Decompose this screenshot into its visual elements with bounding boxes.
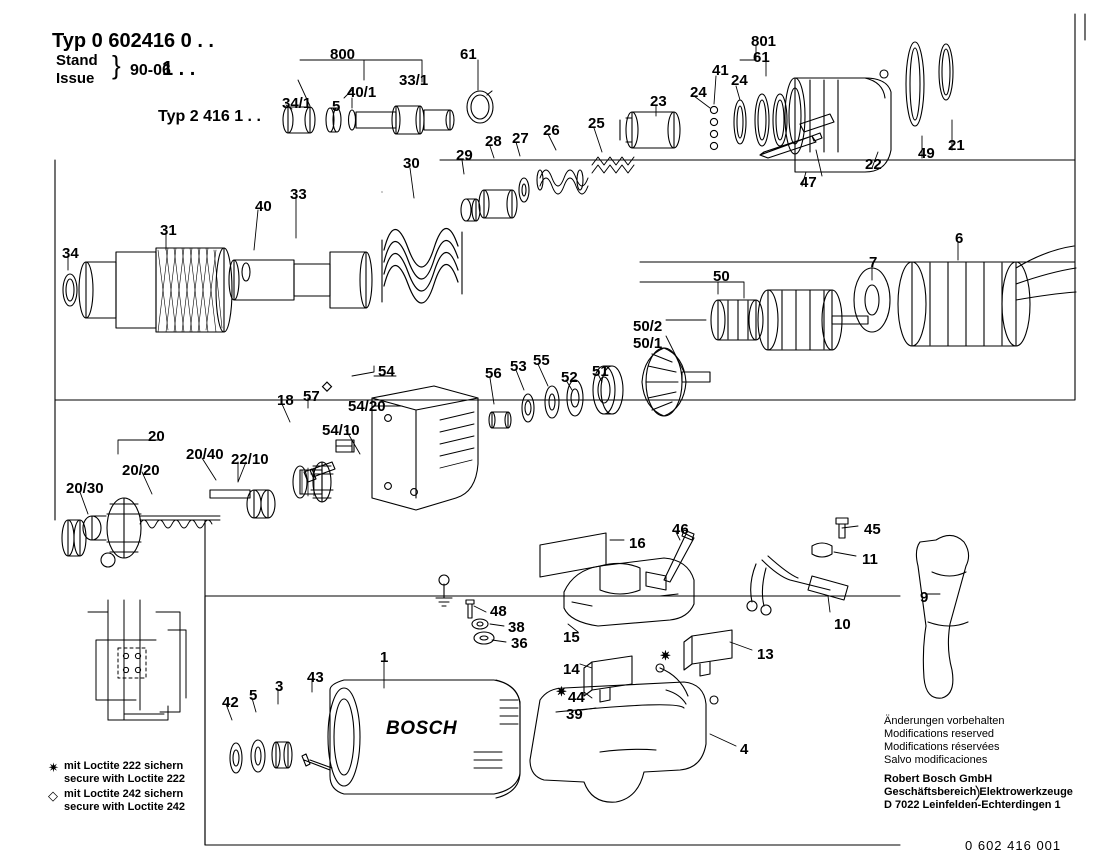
callout-50/1: 50/1 — [633, 335, 663, 352]
header-issue: Issue — [56, 70, 95, 87]
callout-801: 801 — [751, 33, 777, 50]
legend-diamond-en: secure with Loctite 242 — [64, 801, 186, 813]
callout-48: 48 — [490, 603, 507, 620]
callout-47: 47 — [800, 174, 817, 191]
callout-34/1: 34/1 — [282, 95, 312, 112]
callout-9: 9 — [920, 589, 929, 606]
callout-23: 23 — [650, 93, 667, 110]
drawing-number: 0 602 416 001 — [965, 838, 1062, 853]
callout-61: 61 — [460, 46, 477, 63]
callout-33: 33 — [290, 186, 307, 203]
callout-5: 5 — [249, 687, 258, 704]
callout-10: 10 — [834, 616, 851, 633]
callout-16: 16 — [629, 535, 646, 552]
callout-43: 43 — [307, 669, 324, 686]
callout-7: 7 — [869, 254, 878, 271]
callout-29: 29 — [456, 147, 473, 164]
callout-21: 21 — [948, 137, 965, 154]
header-brace: } — [112, 50, 121, 80]
callout-40/1: 40/1 — [347, 84, 377, 101]
callout-18: 18 — [277, 392, 294, 409]
footer-line-es: Salvo modificaciones — [884, 754, 988, 766]
callout-44: 44 — [568, 689, 585, 706]
callout-57: 57 — [303, 388, 320, 405]
callout-53: 53 — [510, 358, 527, 375]
callout-34: 34 — [62, 245, 79, 262]
callout-33/1: 33/1 — [399, 72, 429, 89]
callout-40: 40 — [255, 198, 272, 215]
diamond-marker-57: ◇ — [322, 378, 332, 393]
callout-22: 22 — [865, 156, 882, 173]
callout-15: 15 — [563, 629, 580, 646]
callout-54: 54 — [378, 363, 395, 380]
callout-61: 61 — [753, 49, 770, 66]
callout-13: 13 — [757, 646, 774, 663]
callout-20/40: 20/40 — [186, 446, 224, 463]
callout-52: 52 — [561, 369, 578, 386]
legend-star-de: mit Loctite 222 sichern — [64, 760, 184, 772]
callout-38: 38 — [508, 619, 525, 636]
callout-5: 5 — [332, 98, 341, 115]
company-name: Robert Bosch GmbH — [884, 773, 993, 785]
callout-25: 25 — [588, 115, 605, 132]
callout-11: 11 — [862, 551, 878, 568]
callout-20/20: 20/20 — [122, 462, 160, 479]
callout-36: 36 — [511, 635, 528, 652]
bosch-logo: BOSCH — [386, 718, 458, 739]
callout-56: 56 — [485, 365, 502, 382]
callout-54/20: 54/20 — [348, 398, 386, 415]
legend-diamond-de: mit Loctite 242 sichern — [64, 788, 184, 800]
header-date: 90-06 — [130, 62, 171, 79]
callout-46: 46 — [672, 521, 689, 538]
callout-41: 41 — [712, 62, 729, 79]
callout-22/10: 22/10 — [231, 451, 269, 468]
diamond-icon: ◇ — [48, 788, 58, 803]
callout-20: 20 — [148, 428, 165, 445]
callout-6: 6 — [955, 230, 964, 247]
header-typ-line2: 1 . . — [162, 58, 196, 80]
company-address: D 7022 Leinfelden-Echterdingen 1 — [884, 799, 1061, 811]
callout-55: 55 — [533, 352, 550, 369]
footer-line-fr: Modifications réservées — [884, 741, 1000, 753]
legend-star-en: secure with Loctite 222 — [64, 773, 186, 785]
callout-28: 28 — [485, 133, 502, 150]
callout-51: 51 — [592, 363, 609, 380]
callout-26: 26 — [543, 122, 560, 139]
callout-31: 31 — [160, 222, 177, 239]
callout-3: 3 — [275, 678, 284, 695]
header-typ-line1: Typ 0 602416 0 . . — [52, 30, 214, 52]
footer-notes — [884, 715, 1004, 767]
callout-49: 49 — [918, 145, 935, 162]
header-stand: Stand — [56, 52, 98, 69]
callout-1: 1 — [380, 649, 389, 666]
callout-39: 39 — [566, 706, 583, 723]
footer-line-de: Änderungen vorbehalten — [884, 715, 1005, 727]
callout-50: 50 — [713, 268, 730, 285]
callout-42: 42 — [222, 694, 239, 711]
callout-20/30: 20/30 — [66, 480, 104, 497]
callout-24: 24 — [731, 72, 748, 89]
callout-24: 24 — [690, 84, 707, 101]
callout-14: 14 — [563, 661, 580, 678]
callout-800: 800 — [330, 46, 356, 63]
callout-4: 4 — [740, 741, 749, 758]
callout-27: 27 — [512, 130, 529, 147]
star-marker-44: ✷ — [556, 684, 567, 699]
callout-50/2: 50/2 — [633, 318, 663, 335]
callout-30: 30 — [403, 155, 420, 172]
footer-company — [884, 773, 1073, 812]
company-division: Geschäftsbereich Elektrowerkzeuge — [884, 786, 1073, 798]
star-marker-brush: ✷ — [660, 648, 671, 663]
callout-45: 45 — [864, 521, 881, 538]
header-typ-line3: Typ 2 416 1 . . — [158, 108, 261, 125]
callout-54/10: 54/10 — [322, 422, 360, 439]
star-icon: ✷ — [48, 760, 59, 775]
footer-line-en: Modifications reserved — [884, 728, 995, 740]
